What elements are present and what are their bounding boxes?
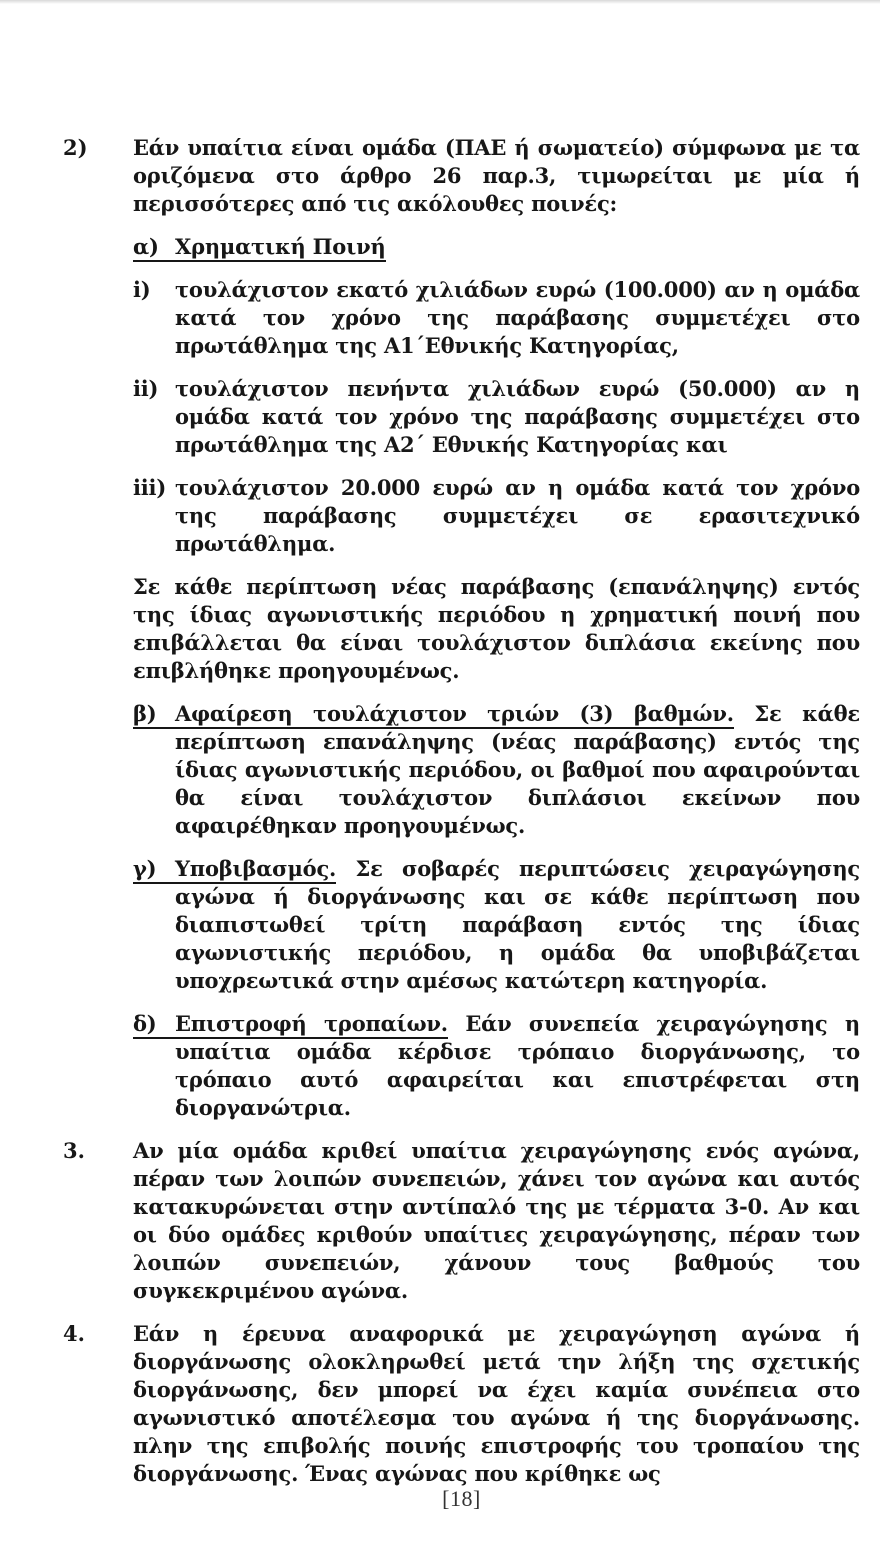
penalty-b-underline	[133, 701, 734, 729]
fine-level-i-text: τουλάχιστον εκατό χιλιάδων ευρώ (100.000) αν η ομάδα κατά τον χρόνο της παράβασης συμμετέχει στο πρωτάθλημα της Α1΄Εθνικής Κατηγορίας,	[175, 277, 860, 358]
penalty-d-paragraph	[133, 1010, 860, 1122]
fine-level-ii	[133, 375, 860, 459]
penalty-c-marker: γ)	[133, 856, 157, 881]
fine-level-ii-marker: ii)	[133, 376, 159, 401]
repeat-offense-note: Σε κάθε περίπτωση νέας παράβασης (επανάληψης) εντός της ίδιας αγωνιστικής περιόδου η χρηματική ποινή που επιβάλλεται θα είναι τουλάχιστον διπλάσια εκείνης που επιβλήθηκε προηγουμένως.	[133, 574, 860, 683]
item-4-paragraph: Εάν η έρευνα αναφορικά με χειραγώγηση αγώνα ή διοργάνωσης ολοκληρωθεί μετά την λήξη της σχετικής διοργάνωσης, δεν μπορεί να έχει καμία συνέπεια στο αγωνιστικό αποτέλεσμα του αγώνα ή της διοργάνωσης. πλην της επιβολής ποινής επιστροφής του τροπαίου της διοργάνωσης. Ένας αγώνας που κρίθηκε ως	[133, 1321, 860, 1486]
fine-level-iii	[133, 474, 860, 558]
fine-level-ii-text: τουλάχιστον πενήντα χιλιάδων ευρώ (50.000) αν η ομάδα κατά τον χρόνο της παράβασης συμμετέχει στο πρωτάθλημα της Α2΄ Εθνικής Κατηγορίας και	[175, 376, 860, 457]
item-2-intro-paragraph: Εάν υπαίτια είναι ομάδα (ΠΑΕ ή σωματείο) σύμφωνα με τα οριζόμενα στο άρθρο 26 παρ.3, τιμωρείται με μία ή περισσότερες από τις ακόλουθες ποινές:	[133, 135, 860, 216]
numbered-item-2	[63, 134, 860, 1122]
penalty-a-marker: α)	[133, 234, 159, 259]
fine-level-iii-marker: iii)	[133, 475, 167, 500]
item-4-marker: 4.	[63, 1321, 85, 1346]
penalty-a-underline	[133, 234, 386, 262]
penalty-d-marker: δ)	[133, 1011, 157, 1036]
penalty-a-title: Χρηματική Ποινή	[175, 234, 386, 259]
scan-top-edge	[0, 0, 880, 4]
penalty-b-paragraph	[133, 700, 860, 840]
penalty-c-text: Σε σοβαρές περιπτώσεις χειραγώγησης αγώνα ή διοργάνωσης και σε κάθε περίπτωση που διαπιστωθεί τρίτη παράβαση εντός της ίδιας αγωνιστικής περιόδου, η ομάδα θα υποβιβάζεται υποχρεωτικά στην αμέσως κατώτερη κατηγορία.	[175, 856, 860, 993]
penalty-c-lead: Υποβιβασμός.	[175, 856, 337, 881]
item-3-paragraph: Αν μία ομάδα κριθεί υπαίτια χειραγώγησης ενός αγώνα, πέραν των λοιπών συνεπειών, χάνει τον αγώνα και αυτός κατακυρώνεται στην αντίπαλό της με τέρματα 3-0. Αν και οι δύο ομάδες κριθούν υπαίτιες χειραγώγησης, πέραν των λοιπών συνεπειών, χάνουν τους βαθμούς του συγκεκριμένου αγώνα.	[133, 1138, 860, 1303]
penalty-b-text: Σε κάθε περίπτωση επανάληψης (νέας παράβασης) εντός της ίδιας αγωνιστικής περιόδου, οι βαθμοί που αφαιρούνται θα είναι τουλάχιστον διπλάσιοι εκείνων που αφαιρέθηκαν προηγουμένως.	[175, 701, 860, 838]
numbered-item-3	[63, 1137, 860, 1305]
fine-level-i-marker: i)	[133, 277, 151, 302]
fine-level-iii-text: τουλάχιστον 20.000 ευρώ αν η ομάδα κατά τον χρόνο της παράβασης συμμετέχει σε ερασιτεχνικό πρωτάθλημα.	[175, 475, 860, 556]
penalty-c-paragraph	[133, 855, 860, 995]
penalty-a-heading	[133, 233, 860, 261]
penalty-c-underline	[133, 856, 336, 884]
document-body	[63, 134, 860, 1503]
fine-level-i	[133, 276, 860, 360]
numbered-item-4	[63, 1320, 860, 1488]
item-2-marker: 2)	[63, 135, 88, 160]
page-number: [18]	[442, 1486, 481, 1511]
penalty-d-underline	[133, 1011, 448, 1039]
penalty-b-marker: β)	[133, 701, 157, 726]
penalty-d-text: Εάν συνεπεία χειραγώγησης η υπαίτια ομάδα κέρδισε τρόπαιο διοργάνωσης, το τρόπαιο αυτό αφαιρείται και επιστρέφεται στη διοργανώτρια.	[175, 1011, 860, 1120]
item-3-marker: 3.	[63, 1138, 85, 1163]
penalty-d-lead: Επιστροφή τροπαίων.	[175, 1011, 448, 1036]
penalty-b-lead: Αφαίρεση τουλάχιστον τριών (3) βαθμών.	[175, 701, 734, 726]
